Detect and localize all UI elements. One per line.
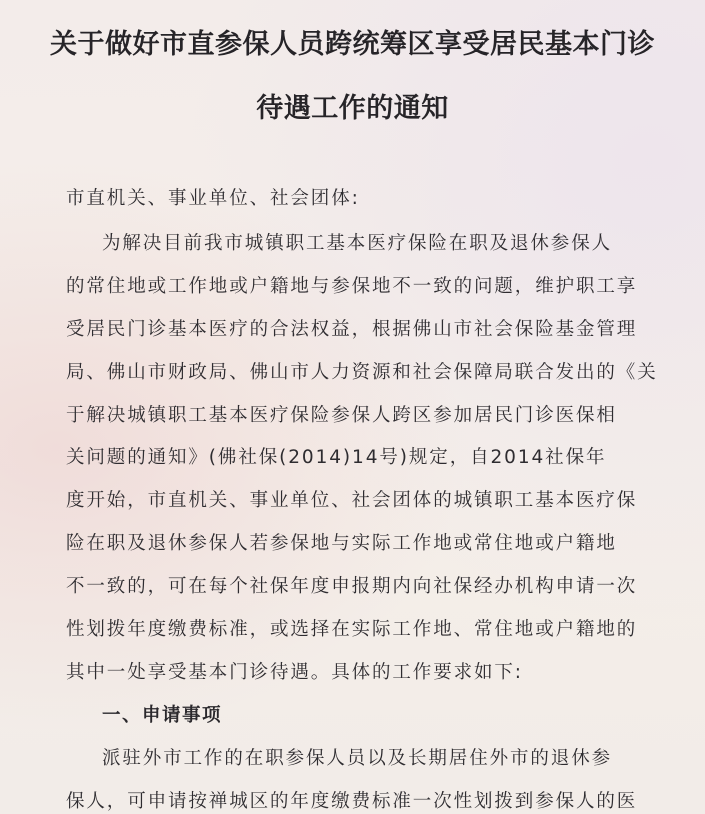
document-title-line-1: 关于做好市直参保人员跨统筹区享受居民基本门诊 — [50, 29, 655, 60]
paragraph-1-line-8: 险在职及退休参保人若参保地与实际工作地或常住地或户籍地 — [66, 533, 617, 554]
paragraph-1-line-7: 度开始，市直机关、事业单位、社会团体的城镇职工基本医疗保 — [66, 490, 638, 511]
section-1-heading: 一、申请事项 — [102, 705, 223, 726]
document-title-line-2: 待遇工作的通知 — [256, 93, 449, 124]
paragraph-1-line-5: 于解决城镇职工基本医疗保险参保人跨区参加居民门诊医保相 — [66, 405, 617, 426]
paragraph-2-line-1: 派驻外市工作的在职参保人员以及长期居住外市的退休参 — [102, 748, 613, 769]
paragraph-1-line-4: 局、佛山市财政局、佛山市人力资源和社会保障局联合发出的《关 — [66, 362, 658, 383]
salutation: 市直机关、事业单位、社会团体: — [66, 188, 360, 209]
paragraph-1-line-3: 受居民门诊基本医疗的合法权益，根据佛山市社会保险基金管理 — [66, 319, 638, 340]
paragraph-1-line-6: 关问题的通知》(佛社保(2014)14号)规定，自2014社保年 — [66, 447, 607, 468]
paragraph-1-line-9: 不一致的，可在每个社保年度申报期内向社保经办机构申请一次 — [66, 576, 638, 597]
paragraph-1-line-2: 的常住地或工作地或户籍地与参保地不一致的问题，维护职工享 — [66, 276, 638, 297]
paragraph-1-line-1: 为解决目前我市城镇职工基本医疗保险在职及退休参保人 — [102, 233, 613, 254]
paragraph-1-line-11: 其中一处享受基本门诊待遇。具体的工作要求如下: — [66, 662, 523, 683]
paragraph-1-line-10: 性划拨年度缴费标准，或选择在实际工作地、常住地或户籍地的 — [66, 619, 638, 640]
paragraph-2-line-2: 保人，可申请按禅城区的年度缴费标准一次性划拨到参保人的医 — [66, 791, 638, 812]
